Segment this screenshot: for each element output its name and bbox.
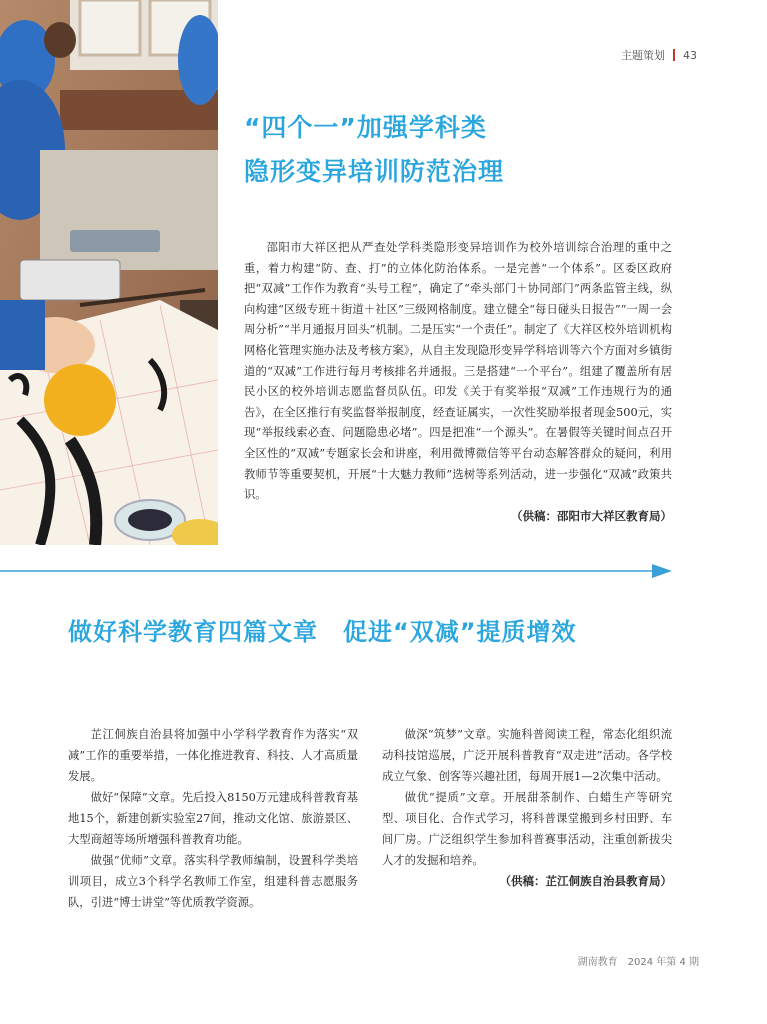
article2-paragraph: 做深“筑梦”文章。实施科普阅读工程，常态化组织流动科技馆巡展，广泛开展科普教育“双走进”活动。各学校成立气象、创客等兴趣社团，每周开展1—2次集中活动。 [382,728,672,783]
article2-paragraph: 做好“保障”文章。先后投入8150万元建成科普教育基地15个，新建创新实验室27间，推动文化馆、旅游景区、大型商超等场所增强科普教育功能。 [68,791,358,846]
article2-title: 做好科学教育四篇文章 促进“双减”提质增效 [68,618,577,646]
article1-credit: （供稿：邵阳市大祥区教育局） [511,508,672,523]
article2-right-column [382,724,672,892]
page-footer: 湖南教育 2024 年第 4 期 [577,957,699,968]
article2-credit: （供稿：芷江侗族自治县教育局） [499,874,672,888]
article1-body [244,238,672,526]
article1-title-line-1: “四个一”加强学科类 [244,113,487,142]
article1-paragraph: 邵阳市大祥区把从严查处学科类隐形变异培训作为校外培训综合治理的重中之重，着力构建“防、查、打”的立体化防治体系。一是完善“一个体系”。区委区政府把“双减”工作作为教育“头号工程”，确定了“牵头部门＋协同部门”两条监管主线，纵向构建“区级专班＋街道＋社区”三级网格制度。建立健全“每日碰头日报告”“一周一会周分析”“半月通报月回头”机制。二是压实“一个责任”。制定了《大祥区校外培训机构网格化管理实施办法及考核方案》，从自主发现隐形变异学科培训等六个方面对乡镇街道的“双减”工作进行每月考核排名并通报。三是搭建“一个平台”。组建了覆盖所有居民小区的校外培训志愿监督员队伍。印发《关于有奖举报“双减”工作违规行为的通告》，在全区推行有奖监督举报制度，经查证属实，一次性奖励举报者现金500元，实现“举报线索必查、问题隐患必堵”。四是把准“一个源头”。在暑假等关键时间点召开全区性的“双减”专题家长会和讲座，利用微博微信等平台动态解答群众的疑问，利用教师节等重要契机，开展“十大魅力教师”选树等系列活动，进一步强化“双减”政策共识。 [244,241,672,502]
article1-title-line-2: 隐形变异培训防范治理 [244,157,505,186]
article2-paragraph: 芷江侗族自治县将加强中小学科学教育作为落实“双减”工作的重要举措，一体化推进教育、科技、人才高质量发展。 [68,728,358,783]
page-number: 43 [683,48,697,62]
section-divider-arrow [0,560,672,582]
article1-title [244,106,504,194]
children-painting-photo [0,0,218,545]
article2-paragraph: 做强“优师”文章。落实科学教师编制，设置科学类培训项目，成立3个科学名教师工作室，组建科普志愿服务队，引进“博士讲堂”等优质教学资源。 [68,854,358,909]
section-label: 主题策划 [621,49,665,62]
header-divider [673,49,675,61]
running-header [621,47,697,63]
article2-left-column [68,724,358,913]
article2-paragraph: 做优“提质”文章。开展甜茶制作、白蜡生产等研究型、项目化、合作式学习，将科普课堂搬到乡村田野、车间厂房。广泛组织学生参加科普赛事活动，注重创新拔尖人才的发掘和培养。 [382,791,672,867]
